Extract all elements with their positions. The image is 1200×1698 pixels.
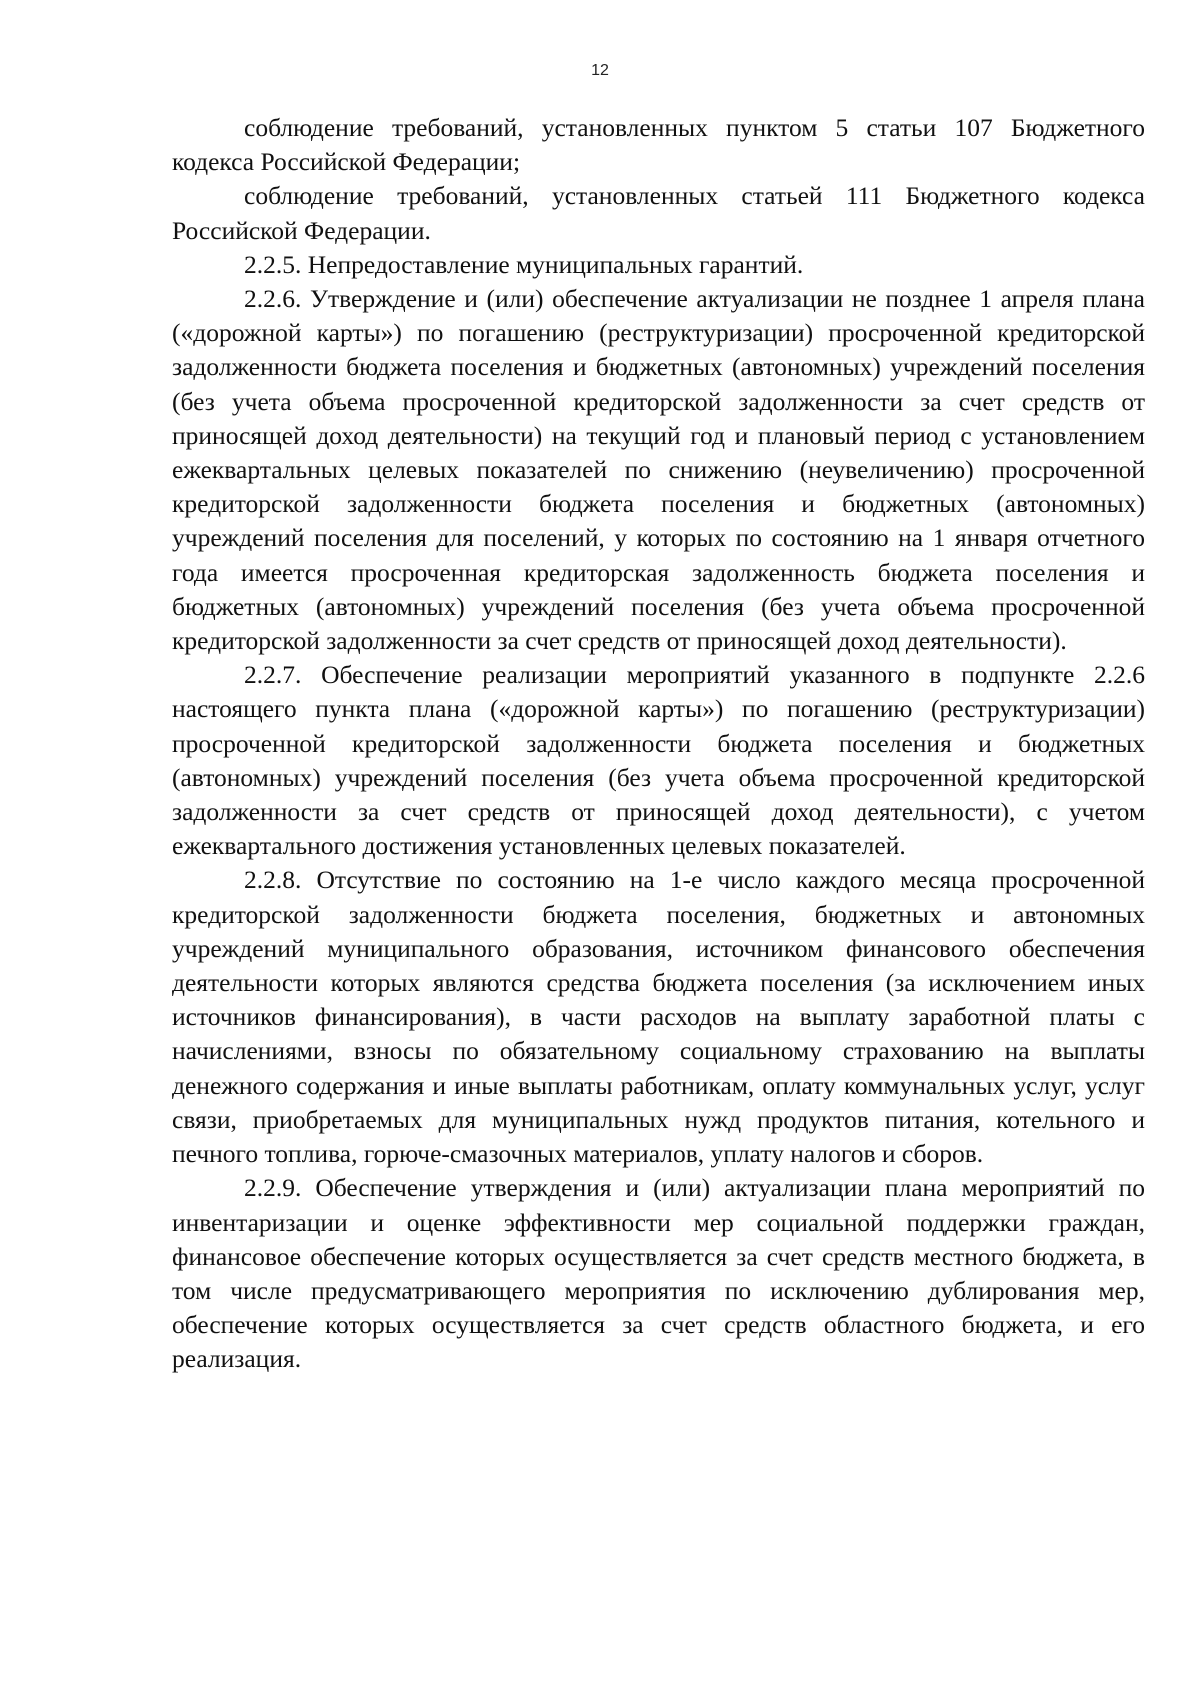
paragraph-budget-code-111: соблюдение требований, установленных статьей 111 Бюджетного кодекса Российской Федерации. — [172, 181, 1145, 245]
paragraph-2-2-9: 2.2.9. Обеспечение утверждения и (или) актуализации плана мероприятий по инвентаризации и оценке эффективности мер социальной поддержки граждан, финансовое обеспечение которых осуществляется за счет средств местного бюджета, в том числе предусматривающего мероприятия по исключению дублирования мер, обеспечение которых осуществляется за счет средств областного бюджета, и его реализация. — [172, 1173, 1145, 1374]
paragraph-budget-code-107: соблюдение требований, установленных пунктом 5 статьи 107 Бюджетного кодекса Российской Федерации; — [172, 113, 1145, 177]
page-number: 12 — [591, 62, 609, 79]
paragraph-2-2-5: 2.2.5. Непредоставление муниципальных гарантий. — [244, 249, 804, 279]
paragraph-2-2-8: 2.2.8. Отсутствие по состоянию на 1-е число каждого месяца просроченной кредиторской задолженности бюджета поселения, бюджетных и автономных учреждений муниципального образования, источником финансового обеспечения деятельности которых являются средства бюджета поселения (за исключением иных источников финансирования), в части расходов на выплату заработной платы с начислениями, взносы по обязательному социальному страхованию на выплаты денежного содержания и иные выплаты работникам, оплату коммунальных услуг, услуг связи, приобретаемых для муниципальных нужд продуктов питания, котельного и печного топлива, горюче-смазочных материалов, уплату налогов и сборов. — [172, 865, 1145, 1169]
paragraph-2-2-7: 2.2.7. Обеспечение реализации мероприятий указанного в подпункте 2.2.6 настоящего пункта плана («дорожной карты») по погашению (реструктуризации) просроченной кредиторской задолженности бюджета поселения и бюджетных (автономных) учреждений поселения (без учета объема просроченной кредиторской задолженности за счет средств от приносящей доход деятельности), с учетом ежеквартального достижения установленных целевых показателей. — [172, 660, 1145, 861]
document-body — [172, 111, 1145, 1377]
paragraph-2-2-6: 2.2.6. Утверждение и (или) обеспечение актуализации не позднее 1 апреля плана («дорожной карты») по погашению (реструктуризации) просроченной кредиторской задолженности бюджета поселения и бюджетных (автономных) учреждений поселения (без учета объема просроченной кредиторской задолженности за счет средств от приносящей доход деятельности) на текущий год и плановый период с установлением ежеквартальных целевых показателей по снижению (неувеличению) просроченной кредиторской задолженности бюджета поселения и бюджетных (автономных) учреждений поселения для поселений, у которых по состоянию на 1 января отчетного года имеется просроченная кредиторская задолженность бюджета поселения и бюджетных (автономных) учреждений поселения (без учета объема просроченной кредиторской задолженности за счет средств от приносящей доход деятельности). — [172, 284, 1145, 656]
